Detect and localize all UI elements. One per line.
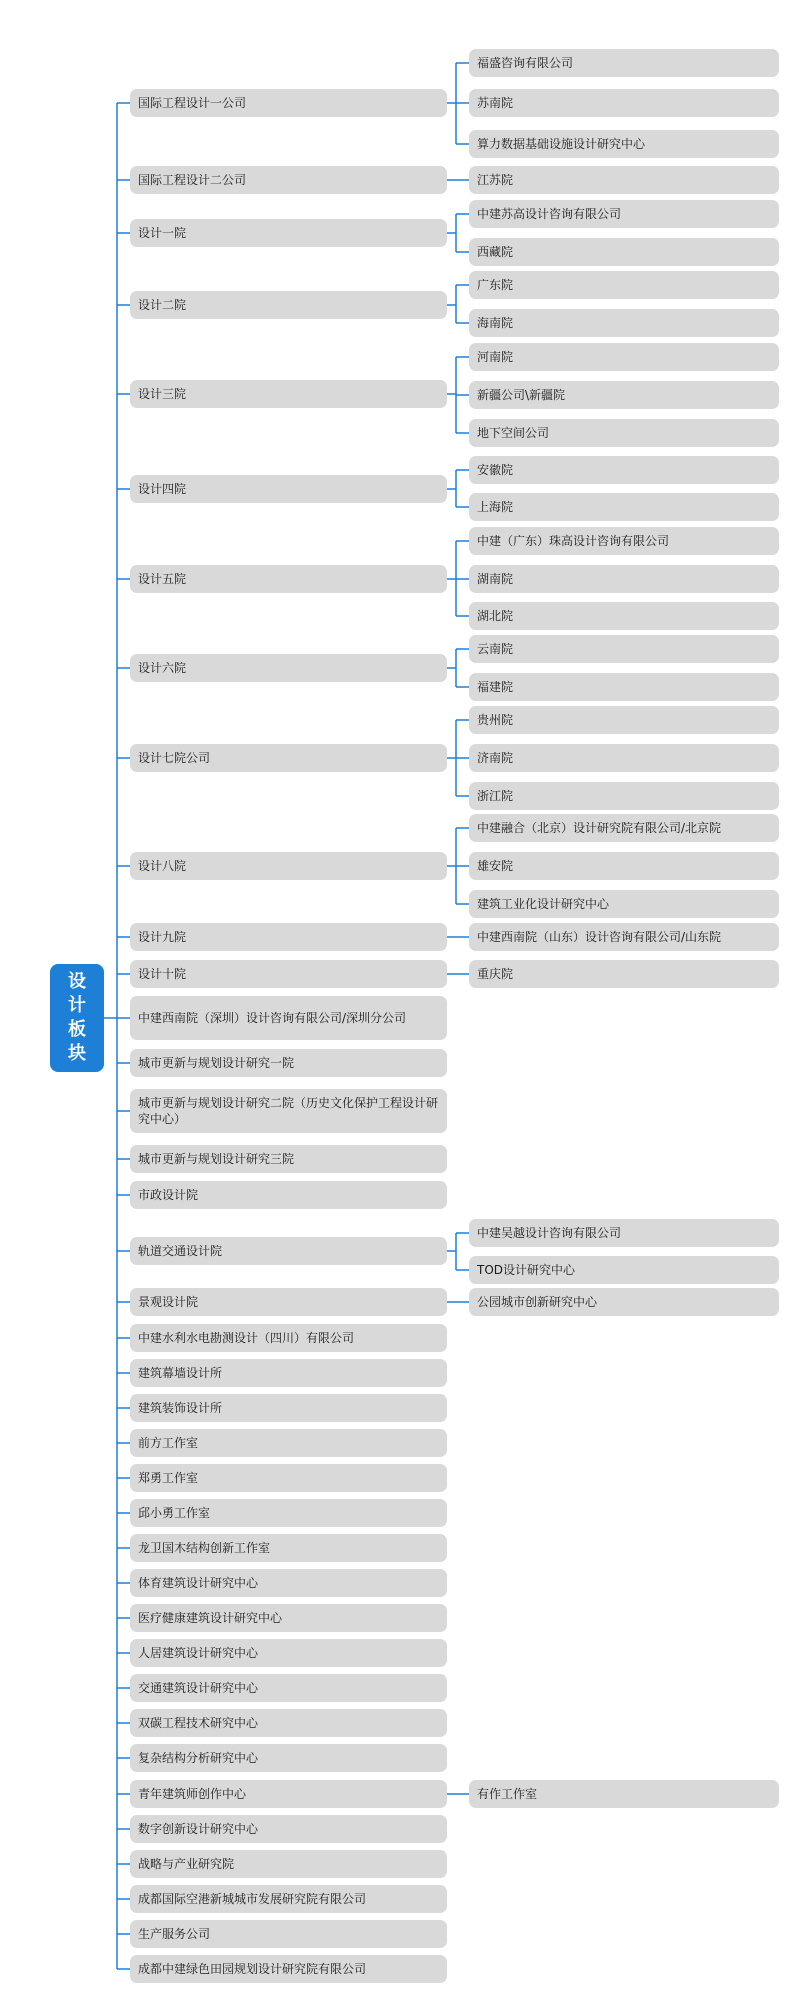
child-node: 江苏院 <box>469 166 779 194</box>
child-node: 中建苏高设计咨询有限公司 <box>469 200 779 228</box>
branch-node: 数字创新设计研究中心 <box>130 1815 447 1843</box>
branch-node: 龙卫国木结构创新工作室 <box>130 1534 447 1562</box>
branch-node: 景观设计院 <box>130 1288 447 1316</box>
branch-node: 设计六院 <box>130 654 447 682</box>
child-node: 湖南院 <box>469 565 779 593</box>
branch-node: 中建水利水电勘测设计（四川）有限公司 <box>130 1324 447 1352</box>
child-node: 湖北院 <box>469 602 779 630</box>
branch-node: 设计三院 <box>130 380 447 408</box>
branch-node: 战略与产业研究院 <box>130 1850 447 1878</box>
branch-node: 设计十院 <box>130 960 447 988</box>
child-node: 云南院 <box>469 635 779 663</box>
child-node: TOD设计研究中心 <box>469 1256 779 1284</box>
branch-node: 设计二院 <box>130 291 447 319</box>
branch-node: 设计八院 <box>130 852 447 880</box>
child-node: 建筑工业化设计研究中心 <box>469 890 779 918</box>
child-node: 地下空间公司 <box>469 419 779 447</box>
branch-node: 双碳工程技术研究中心 <box>130 1709 447 1737</box>
root-node: 设计 板块 <box>50 964 104 1072</box>
branch-node: 前方工作室 <box>130 1429 447 1457</box>
child-node: 福建院 <box>469 673 779 701</box>
child-node: 福盛咨询有限公司 <box>469 49 779 77</box>
branch-node: 中建西南院（深圳）设计咨询有限公司/深圳分公司 <box>130 996 447 1040</box>
branch-node: 医疗健康建筑设计研究中心 <box>130 1604 447 1632</box>
branch-node: 交通建筑设计研究中心 <box>130 1674 447 1702</box>
branch-node: 轨道交通设计院 <box>130 1237 447 1265</box>
branch-node: 城市更新与规划设计研究一院 <box>130 1049 447 1077</box>
child-node: 雄安院 <box>469 852 779 880</box>
child-node: 中建西南院（山东）设计咨询有限公司/山东院 <box>469 923 779 951</box>
child-node: 有作工作室 <box>469 1780 779 1808</box>
child-node: 西藏院 <box>469 238 779 266</box>
child-node: 公园城市创新研究中心 <box>469 1288 779 1316</box>
branch-node: 城市更新与规划设计研究三院 <box>130 1145 447 1173</box>
branch-node: 设计九院 <box>130 923 447 951</box>
child-node: 济南院 <box>469 744 779 772</box>
branch-node: 建筑幕墙设计所 <box>130 1359 447 1387</box>
branch-node: 体育建筑设计研究中心 <box>130 1569 447 1597</box>
branch-node: 设计七院公司 <box>130 744 447 772</box>
child-node: 海南院 <box>469 309 779 337</box>
child-node: 算力数据基础设施设计研究中心 <box>469 130 779 158</box>
branch-node: 青年建筑师创作中心 <box>130 1780 447 1808</box>
child-node: 广东院 <box>469 271 779 299</box>
branch-node: 成都中建绿色田园规划设计研究院有限公司 <box>130 1955 447 1983</box>
child-node: 安徽院 <box>469 456 779 484</box>
child-node: 河南院 <box>469 343 779 371</box>
child-node: 中建（广东）珠高设计咨询有限公司 <box>469 527 779 555</box>
branch-node: 城市更新与规划设计研究二院（历史文化保护工程设计研究中心） <box>130 1089 447 1133</box>
branch-node: 市政设计院 <box>130 1181 447 1209</box>
branch-node: 邱小勇工作室 <box>130 1499 447 1527</box>
branch-node: 人居建筑设计研究中心 <box>130 1639 447 1667</box>
child-node: 苏南院 <box>469 89 779 117</box>
branch-node: 成都国际空港新城城市发展研究院有限公司 <box>130 1885 447 1913</box>
branch-node: 设计五院 <box>130 565 447 593</box>
child-node: 浙江院 <box>469 782 779 810</box>
branch-node: 郑勇工作室 <box>130 1464 447 1492</box>
child-node: 上海院 <box>469 493 779 521</box>
branch-node: 复杂结构分析研究中心 <box>130 1744 447 1772</box>
branch-node: 国际工程设计一公司 <box>130 89 447 117</box>
branch-node: 设计四院 <box>130 475 447 503</box>
child-node: 重庆院 <box>469 960 779 988</box>
child-node: 中建吴越设计咨询有限公司 <box>469 1219 779 1247</box>
branch-node: 生产服务公司 <box>130 1920 447 1948</box>
child-node: 新疆公司\新疆院 <box>469 381 779 409</box>
branch-node: 国际工程设计二公司 <box>130 166 447 194</box>
child-node: 中建融合（北京）设计研究院有限公司/北京院 <box>469 814 779 842</box>
branch-node: 建筑装饰设计所 <box>130 1394 447 1422</box>
child-node: 贵州院 <box>469 706 779 734</box>
branch-node: 设计一院 <box>130 219 447 247</box>
